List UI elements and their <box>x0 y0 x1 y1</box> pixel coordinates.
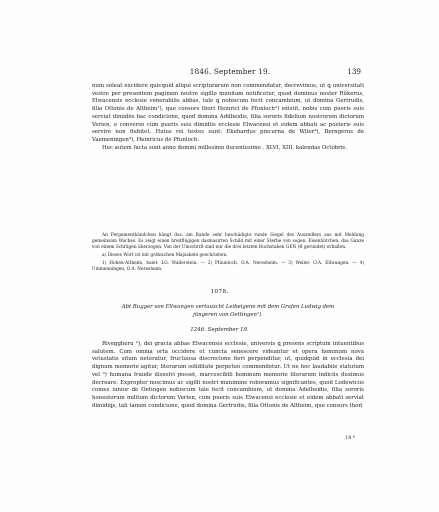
running-head <box>0 66 439 78</box>
seal-note: An Pergamentbändchen hängt das, am Rande sehr beschädigte runde Siegel des Ausstellers aus mit Meldung gemeinsam Wachse. Es zeigt einen breitflügigen dasmasirten Schild mit einer Sterbe von sogen. Eisenhütchen, das Ganze von einem Schrägen überzogen. Von der Umschrift sind nur die drei letzten Buchstaben GEN (R gerundet) erhalten. <box>92 233 364 251</box>
charter-1077-paragraph-1: num soleat excidere quicquid aliqui scripturarum non commendatur, decrevimus, ut ꝗ universitati vestre per presentem paginam nostre sigillo munitam notificetur, quod dominus noster Rŭkerus, Elwacensis ecclesie venerabilis abbas, tale ꝗ nobiscum fecit concambium, ut domina Gertrudis, filia Ottonis de Altheim¹), que consors thori Heinrici de Pfunloch²) existit, nobis cum pueris suis serviat dimidiis hac condicione, quod domina Adilheidis, filia sororis fidelium nostrorum dictorum Verien, e converso cum pueris suis dimidiis ecclesie Elwacensi et eidem abbati ac posteris suis servire non dubitet. Huius rei testes sunt: Ekehardus pincerna de Wiler³), Berngerus de Vaemeningen⁴), Heinricus de Pfunloch. <box>92 83 364 143</box>
charter-1077-notes <box>92 233 364 274</box>
charter-1077-text <box>92 83 364 152</box>
running-head-date: 1846. September 19. <box>189 67 271 76</box>
footnotes: 1) Hohen-Altheim, baier. LG. Wallerstein. — 2) Pfaunloch, O.A. Neresheim. — 3) Weiler, O.A. Ellwangen. — 4) Ummenningen, O.A. Neresheim. <box>92 261 364 273</box>
gothic-note: a) Dieses Wort ist mit gothischen Majuskeln geschrieben. <box>102 253 228 259</box>
charter-1078-text <box>92 341 364 410</box>
charter-regest: Abt Rugger von Ellwangen vertauscht Leibeigene mit dem Grafen Ludwig dem jüngeren von Oettingen¹). <box>121 304 335 318</box>
charter-1078-paragraph: Riveggheru ²), dei gracia abbas Elwacensis ecclesie, universis ꝗ presens scriptum intuentibus salutem. Cum omnia orta occidere et cuncta senescere videantur et opera hominum nova vetustatis situm neteratur, fructuosa discrecione fieri perpenditur, ut, quidquid in ecclesia dei dignum memorie agitur, literarum soliditate perpetuo commendetur. Ut ne hoc laudabile statutum vel ³) humana fraude dissolvi posset, marcescibili hominum memorie literarum indiciis duximus decreare. Expropter noscimus ac sigilli nostri munimine roboramus significantes, quod Lodewicus comes iunior de Oetingen nobiscum tale fecit concambium, ut domina Adelheidis, filia sororis honestorum militum dictorum Verien, cum pueris suis Elwacensi ecclesie et eidem abbati serviat dimidiꝗs, tali tamen condicione, quod domina Gertrudis, filia Ottonis de Altheim, que consors thori <box>92 341 364 409</box>
signature-mark: 18 * <box>345 436 355 441</box>
charter-dateline: 1246. September 19. <box>190 327 249 333</box>
charter-1077-paragraph-2: Hec autem facta sunt anno domini millesimo ducentesimo . XLVI, XIII. kalendas Octobris. <box>102 144 347 151</box>
charter-number: 1078. <box>210 289 229 295</box>
page-number: 139 <box>347 67 361 76</box>
